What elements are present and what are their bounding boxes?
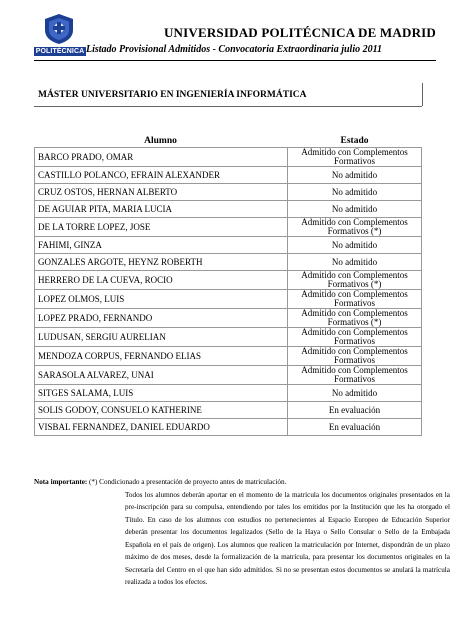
section-title: MÁSTER UNIVERSITARIO EN INGENIERÍA INFORMÁTICA [38, 90, 307, 100]
alumno-cell: FAHIMI, GINZA [34, 237, 287, 254]
note-condition-line: (*) Condicionado a presentación de proyecto antes de matriculación. [89, 478, 287, 486]
header-divider [34, 60, 436, 61]
estado-cell: Admitido con Complementos Formativos [287, 366, 422, 385]
table-row [34, 328, 422, 347]
table-row [34, 385, 422, 402]
table-row [34, 402, 422, 419]
estado-cell: No admitido [287, 237, 422, 254]
table-row [34, 218, 422, 237]
alumno-cell: BARCO PRADO, OMAR [34, 147, 287, 167]
note-label: Nota importante: [34, 478, 88, 486]
alumno-cell: DE AGUIAR PITA, MARIA LUCIA [34, 201, 287, 218]
column-header-estado: Estado [340, 135, 369, 146]
estado-cell: Admitido con Complementos Formativos (*) [287, 218, 422, 237]
section-underline [34, 106, 422, 107]
estado-cell: Admitido con Complementos Formativos [287, 328, 422, 347]
table-row [34, 366, 422, 385]
alumno-cell: LUDUSAN, SERGIU AURELIAN [34, 328, 287, 347]
column-header-alumno: Alumno [144, 135, 177, 146]
estado-cell: No admitido [287, 201, 422, 218]
alumno-cell: SARASOLA ALVAREZ, UNAI [34, 366, 287, 385]
table-row [34, 347, 422, 366]
admissions-table [34, 134, 422, 436]
table-header-row [34, 134, 422, 147]
table-row [34, 167, 422, 184]
table-row [34, 184, 422, 201]
estado-cell: No admitido [287, 184, 422, 201]
table-row [34, 254, 422, 271]
upm-crest-icon [40, 12, 78, 46]
estado-cell: Admitido con Complementos Formativos (*) [287, 309, 422, 328]
estado-cell: En evaluación [287, 419, 422, 436]
document-subtitle: Listado Provisional Admitidos - Convocatoria Extraordinaria julio 2011 [86, 44, 383, 55]
alumno-cell: HERRERO DE LA CUEVA, ROCIO [34, 271, 287, 290]
estado-cell: Admitido con Complementos Formativos [287, 147, 422, 167]
table-row [34, 147, 422, 167]
alumno-cell: LOPEZ OLMOS, LUIS [34, 290, 287, 309]
table-row [34, 309, 422, 328]
table-row [34, 201, 422, 218]
estado-cell: No admitido [287, 167, 422, 184]
table-row [34, 290, 422, 309]
upm-logo [34, 12, 86, 56]
alumno-cell: SOLIS GODOY, CONSUELO KATHERINE [34, 402, 287, 419]
alumno-cell: MENDOZA CORPUS, FERNANDO ELIAS [34, 347, 287, 366]
alumno-cell: DE LA TORRE LOPEZ, JOSE [34, 218, 287, 237]
table-row [34, 419, 422, 436]
estado-cell: En evaluación [287, 402, 422, 419]
estado-cell: Admitido con Complementos Formativos [287, 347, 422, 366]
university-name: UNIVERSIDAD POLITÉCNICA DE MADRID [163, 25, 436, 40]
estado-cell: No admitido [287, 385, 422, 402]
alumno-cell: GONZALES ARGOTE, HEYNZ ROBERTH [34, 254, 287, 271]
section-side-line [422, 83, 423, 106]
note-body: Todos los alumnos deberán aportar en el momento de la matrícula los documentos originales presentados en la pre-inscripción para su compulsa, entendiendo por tales los emitidos por la Institución que les ha otorgado el Título. En caso de los alumnos con estudios no pertenecientes al Espacio Europeo de Educación Superior deberán presentar los documentos legalizados (Sello de la Haya o Sello Consular o Sello de la Embajada Española en el país de origen). Los alumnos que realicen la matriculación por Internet, dispondrán de un plazo máximo de dos meses, desde la formalización de la matrícula, para presentar los documentos originales en la Secretaría del Centro en el que han sido admitidos. Si no se presentan estos documentos se anulará la matrícula realizada a todos los efectos. [125, 490, 450, 586]
alumno-cell: CASTILLO POLANCO, EFRAIN ALEXANDER [34, 167, 287, 184]
estado-cell: Admitido con Complementos Formativos [287, 290, 422, 309]
table-row [34, 271, 422, 290]
estado-cell: No admitido [287, 254, 422, 271]
alumno-cell: LOPEZ PRADO, FERNANDO [34, 309, 287, 328]
alumno-cell: CRUZ OSTOS, HERNAN ALBERTO [34, 184, 287, 201]
alumno-cell: SITGES SALAMA, LUIS [34, 385, 287, 402]
logo-wordmark: POLITÉCNICA [35, 48, 85, 55]
alumno-cell: VISBAL FERNANDEZ, DANIEL EDUARDO [34, 419, 287, 436]
table-row [34, 237, 422, 254]
estado-cell: Admitido con Complementos Formativos (*) [287, 271, 422, 290]
